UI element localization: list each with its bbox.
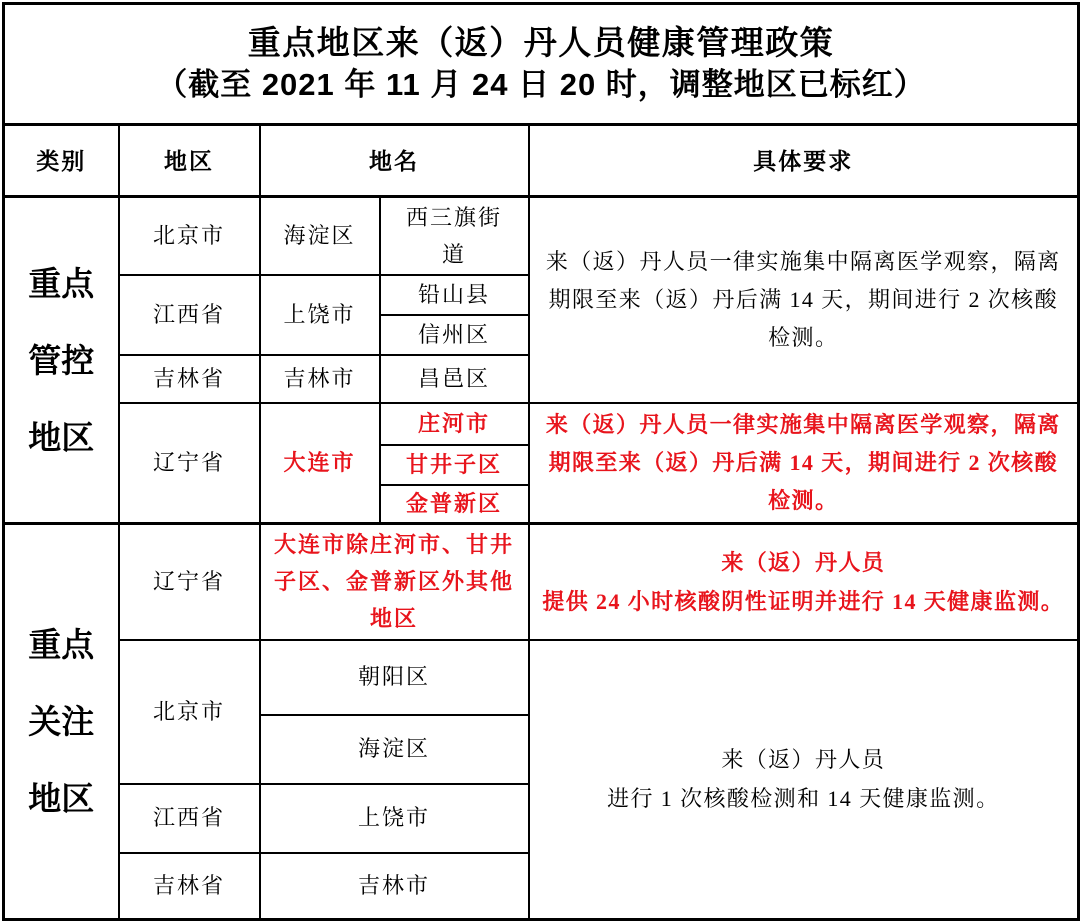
region-cell: 江西省 xyxy=(119,275,260,355)
region-cell: 北京市 xyxy=(119,640,260,784)
region-cell: 江西省 xyxy=(119,784,260,853)
requirement-cell xyxy=(529,197,1079,403)
district-cell: 甘井子区 xyxy=(380,445,529,485)
table-row xyxy=(4,197,1079,275)
district-label: 西三旗街道 xyxy=(405,204,502,267)
district-cell: 庄河市 xyxy=(380,403,529,445)
region-cell: 辽宁省 xyxy=(119,524,260,640)
table-row xyxy=(4,403,1079,445)
category-cell xyxy=(4,524,119,920)
requirement-line: 来（返）丹人员 xyxy=(721,549,886,575)
place-cell: 朝阳区 xyxy=(260,640,529,715)
category-cell xyxy=(4,197,119,524)
document-title: 重点地区来（返）丹人员健康管理政策 xyxy=(247,24,835,61)
table-row xyxy=(4,524,1079,640)
place-cell xyxy=(260,524,529,640)
region-cell: 北京市 xyxy=(119,197,260,275)
category-label: 重点管控地区 xyxy=(28,264,95,456)
place-cell: 上饶市 xyxy=(260,784,529,853)
requirement-line: 提供 24 小时核酸阴性证明并进行 14 天健康监测。 xyxy=(542,588,1065,614)
requirement-cell xyxy=(529,524,1079,640)
region-cell: 吉林省 xyxy=(119,853,260,920)
requirement-text: 来（返）丹人员一律实施集中隔离医学观察，隔离期限至来（返）丹后满 14 天，期间进行 2 次核酸检测。 xyxy=(545,411,1061,513)
city-cell: 上饶市 xyxy=(260,275,380,355)
city-cell: 大连市 xyxy=(260,403,380,524)
district-cell: 金普新区 xyxy=(380,485,529,524)
header-row xyxy=(4,125,1079,197)
region-cell: 吉林省 xyxy=(119,355,260,403)
title-cell xyxy=(4,4,1079,125)
requirement-line: 来（返）丹人员 xyxy=(721,747,886,773)
city-cell: 海淀区 xyxy=(260,197,380,275)
city-cell: 吉林市 xyxy=(260,355,380,403)
district-cell: 信州区 xyxy=(380,315,529,355)
requirement-cell xyxy=(529,403,1079,524)
header-requirement: 具体要求 xyxy=(529,125,1079,197)
category-label: 重点关注地区 xyxy=(28,626,95,817)
requirement-text: 来（返）丹人员一律实施集中隔离医学观察，隔离期限至来（返）丹后满 14 天，期间进行 2 次核酸检测。 xyxy=(545,248,1061,350)
place-cell: 吉林市 xyxy=(260,853,529,920)
district-cell xyxy=(380,197,529,275)
health-policy-table xyxy=(2,2,1080,921)
district-cell: 昌邑区 xyxy=(380,355,529,403)
table-row xyxy=(4,640,1079,715)
place-cell: 海淀区 xyxy=(260,715,529,784)
requirement-cell xyxy=(529,640,1079,920)
header-region: 地区 xyxy=(119,125,260,197)
header-category: 类别 xyxy=(4,125,119,197)
region-cell: 辽宁省 xyxy=(119,403,260,524)
title-row xyxy=(4,4,1079,125)
place-label: 大连市除庄河市、甘井子区、金普新区外其他地区 xyxy=(273,532,514,632)
requirement-line: 进行 1 次核酸检测和 14 天健康监测。 xyxy=(607,786,1000,812)
district-cell: 铅山县 xyxy=(380,275,529,315)
document-subtitle: （截至 2021 年 11 月 24 日 20 时，调整地区已标红） xyxy=(156,67,926,102)
header-place: 地名 xyxy=(260,125,529,197)
